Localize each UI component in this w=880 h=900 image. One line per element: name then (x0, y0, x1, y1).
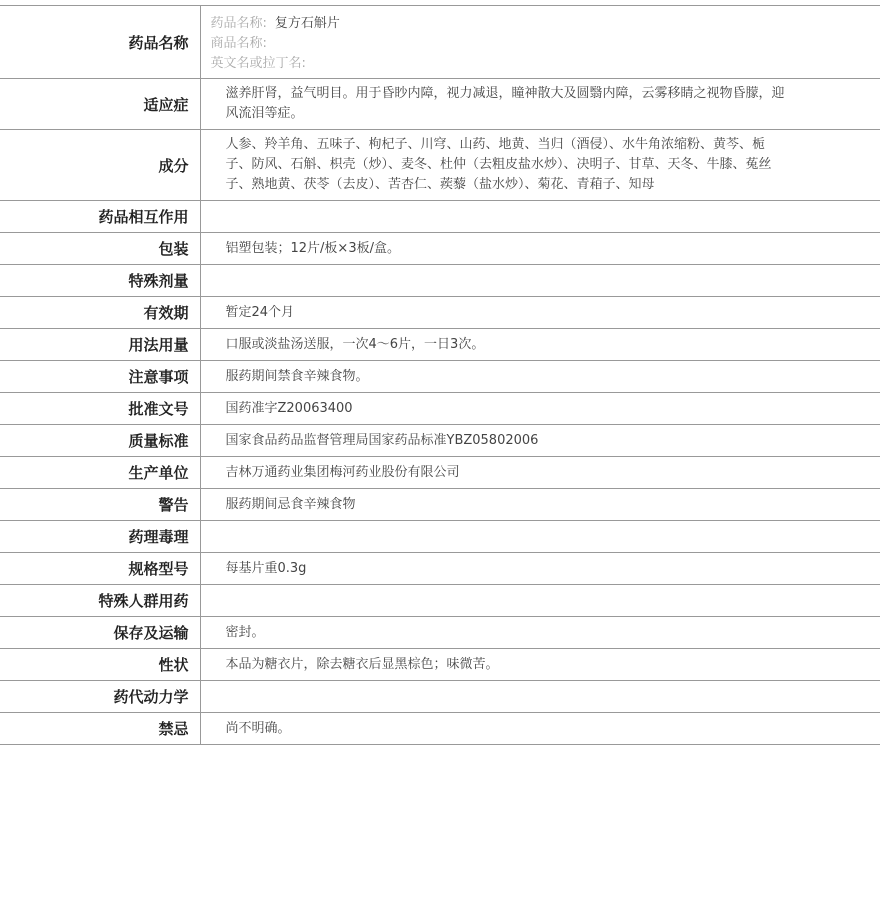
row-value: 口服或淡盐汤送服，一次4～6片，一日3次。 (200, 329, 880, 361)
row-pharmacokinetics (0, 681, 880, 713)
english-name-label: 英文名或拉丁名: (210, 56, 306, 71)
row-value: 滋养肝肾，益气明目。用于昏眇内障，视力减退，瞳神散大及圆翳内障，云雾移睛之视物昏朦，迎风流泪等症。 (200, 79, 880, 130)
row-quality-standard (0, 425, 880, 457)
row-value: 国家食品药品监督管理局国家药品标准YBZ05802006 (200, 425, 880, 457)
row-label: 规格型号 (0, 553, 200, 585)
row-packaging (0, 233, 880, 265)
row-label: 特殊人群用药 (0, 585, 200, 617)
row-manufacturer (0, 457, 880, 489)
row-usage-dosage (0, 329, 880, 361)
row-label: 质量标准 (0, 425, 200, 457)
row-value: 服药期间禁食辛辣食物。 (200, 361, 880, 393)
row-ingredients (0, 130, 880, 201)
row-value: 服药期间忌食辛辣食物 (200, 489, 880, 521)
row-value: 国药准字Z20063400 (200, 393, 880, 425)
row-label: 药品名称 (0, 6, 200, 79)
english-name-line (211, 54, 880, 74)
row-label: 药理毒理 (0, 521, 200, 553)
row-contraindications (0, 713, 880, 745)
drug-name-values (200, 6, 880, 79)
row-precautions (0, 361, 880, 393)
row-label: 药代动力学 (0, 681, 200, 713)
row-approval-number (0, 393, 880, 425)
trade-name-line (211, 34, 880, 54)
row-value (200, 521, 880, 553)
row-label: 适应症 (0, 79, 200, 130)
row-shelf-life (0, 297, 880, 329)
row-special-populations (0, 585, 880, 617)
trade-name-label: 商品名称: (210, 36, 267, 51)
row-value: 本品为糖衣片，除去糖衣后显黑棕色；味微苦。 (200, 649, 880, 681)
row-label: 注意事项 (0, 361, 200, 393)
row-label: 性状 (0, 649, 200, 681)
row-label: 警告 (0, 489, 200, 521)
row-specification (0, 553, 880, 585)
row-label: 生产单位 (0, 457, 200, 489)
row-value: 人参、羚羊角、五味子、枸杞子、川穹、山药、地黄、当归（酒侵）、水牛角浓缩粉、黄芩、栀子、防风、石斛、枳壳（炒）、麦冬、杜仲（去粗皮盐水炒）、决明子、甘草、天冬、牛膝、菟丝子、熟地黄、茯苓（去皮）、苦杏仁、蒺藜（盐水炒）、菊花、青葙子、知母 (200, 130, 880, 201)
row-drug-name (0, 6, 880, 79)
row-storage-transport (0, 617, 880, 649)
row-interactions (0, 201, 880, 233)
row-label: 禁忌 (0, 713, 200, 745)
row-value (200, 681, 880, 713)
row-special-dosage (0, 265, 880, 297)
row-label: 批准文号 (0, 393, 200, 425)
row-description (0, 649, 880, 681)
row-label: 用法用量 (0, 329, 200, 361)
row-label: 包装 (0, 233, 200, 265)
generic-name-value: 复方石斛片 (274, 16, 340, 31)
row-label: 特殊剂量 (0, 265, 200, 297)
row-indications (0, 79, 880, 130)
row-value: 暂定24个月 (200, 297, 880, 329)
row-value: 吉林万通药业集团梅河药业股份有限公司 (200, 457, 880, 489)
row-value: 每基片重0.3g (200, 553, 880, 585)
row-label: 保存及运输 (0, 617, 200, 649)
row-value: 密封。 (200, 617, 880, 649)
row-label: 药品相互作用 (0, 201, 200, 233)
row-value (200, 585, 880, 617)
generic-name-label: 药品名称: (210, 16, 267, 31)
row-value (200, 265, 880, 297)
row-value: 铝塑包装；12片/板×3板/盒。 (200, 233, 880, 265)
row-value: 尚不明确。 (200, 713, 880, 745)
row-label: 成分 (0, 130, 200, 201)
row-label: 有效期 (0, 297, 200, 329)
row-warning (0, 489, 880, 521)
generic-name-line (211, 14, 880, 34)
row-pharmacology-toxicology (0, 521, 880, 553)
drug-info-table (0, 5, 880, 745)
row-value (200, 201, 880, 233)
